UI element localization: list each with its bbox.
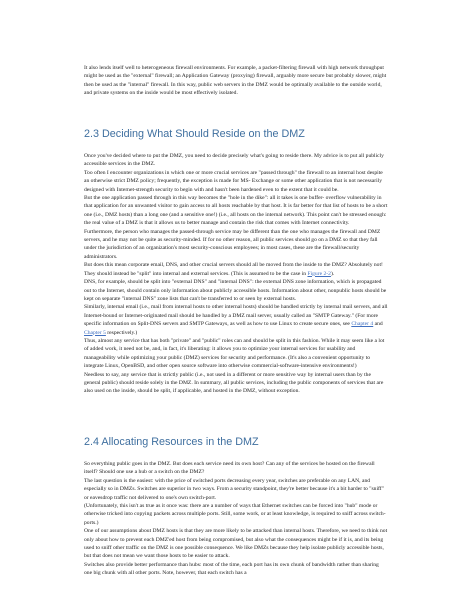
paragraph: Furthermore, the person who manages the passed-through service may be different than the one who manages the firewall and DMZ servers, and he may not be quite as security-minded. If for no other reason, all public services should go on a DMZ so that they fall under the jurisdiction of an organization's most security-conscious employees; in most cases, these are the firewall/security administrators. bbox=[84, 228, 381, 260]
paragraph: Needless to say, any service that is strictly public (i.e., not used in a different or more sensitive way by internal users than by the general public) should reside solely in the DMZ. In summary, all public services, including the public components of services that are also used on the inside, should be split, if applicable, and hosted in the DMZ, without exception. bbox=[84, 371, 384, 395]
section-heading-2-4: 2.4 Allocating Resources in the DMZ bbox=[84, 436, 259, 448]
paragraph: Once you've decided where to put the DMZ, you need to decide precisely what's going to reside there. My advice is to put all publicly accessible services in the DMZ. bbox=[84, 153, 384, 168]
section-2-3-body bbox=[84, 152, 388, 396]
intro-text: It also lends itself well to heterogeneous firewall environments. For example, a packet-filtering firewall with high network throughput might be used as the "external" firewall; an Application Gateway (proxying) firewall, arguably more secure but probably slower, might then be used as the "internal" firewall. In this way, public web servers in the DMZ would be optimally available to the outside world, and private systems on the inside would be most effectively isolated. bbox=[84, 65, 387, 97]
paragraph: One of our assumptions about DMZ hosts is that they are more likely to be attacked than internal hosts. Therefore, we need to think not only about how to prevent each DMZ'ed host from being compromised, but also what the consequences might be if it is, and its being used to sniff other traffic on the DMZ is one possible consequence. We like DMZs because they help isolate publicly accessible hosts, but that does not mean we want those hosts to be easier to attack. bbox=[84, 528, 388, 560]
paragraph: (Unfortunately, this isn't as true as it once was: there are a number of ways that Ethernet switches can be forced into "hub" mode or otherwise tricked into copying packets across multiple ports. Still, some work, or at least knowledge, is required to sniff across switch-ports.) bbox=[84, 503, 386, 526]
paragraph: DNS, for example, should be split into "external DNS" and "internal DNS": the external DNS zone information, which is propagated out to the Internet, should contain only information about publicly accessible hosts. Information about other, nonpublic hosts should be kept on separate "internal DNS" zone lists that can't be transferred to or seen by external hosts. bbox=[84, 279, 387, 302]
chapter-4-link[interactable]: Chapter 4 bbox=[351, 321, 374, 328]
paragraph: Switches also provide better performance than hubs: most of the time, each port has its own chunk of bandwidth rather than sharing one big chunk with all other ports. Note, however, that each switch has a bbox=[84, 561, 379, 577]
chapter-5-link[interactable]: Chapter 5 bbox=[84, 329, 106, 336]
paragraph: The last question is the easiest: with the price of switched ports decreasing every year, switches are preferable on any LAN, and especially so in DMZs. Switches are superior in two ways. From a security standpoint, they're better because it's a bit harder to "sniff" or eavesdrop traffic not delivered to one's own switch-port. bbox=[84, 477, 384, 501]
paragraph: Too often I encounter organizations in which one or more crucial services are "passed through" the firewall to an internal host despite an otherwise strict DMZ policy; frequently, the exception is made for MS- Exchange or some other application that is not necessarily designed with Internet-strength security to begin with and hasn't been hardened even to the extent that it could be. bbox=[84, 169, 383, 193]
paragraph: So everything public goes in the DMZ. But does each service need its own host? Can any of the services be hosted on the firewall itself? Should one use a hub or a switch on the DMZ? bbox=[84, 461, 375, 476]
section-2-4-body bbox=[84, 460, 388, 578]
paragraph: Thus, almost any service that has both "private" and "public" roles can and should be split in this fashion. While it may seem like a lot of added work, it need not be, and, in fact, it's liberating: it allows you to optimize your internal services for usability and manageability while optimizing your public (DMZ) services for security and performance. (It's also a convenient opportunity to integrate Linux, OpenBSD, and other open source software into otherwise commercial-software-intensive environments!) bbox=[84, 337, 385, 370]
section-heading-2-3: 2.3 Deciding What Should Reside on the DMZ bbox=[84, 128, 305, 140]
intro-paragraph bbox=[84, 64, 388, 98]
paragraph: But the one application passed through in this way becomes the "hole in the dike": all it takes is one buffer- overflow vulnerability in that application for an unwanted visitor to gain access to all hosts reachable by that host. It is far better for that list of hosts to be a short one (i.e., DMZ hosts) than a long one (and a sensitive one!) (i.e., all hosts on the internal network). This point can't be stressed enough: the real value of a DMZ is that it allows us to better manage and contain the risk that comes with Internet connectivity. bbox=[84, 195, 388, 227]
paragraph: Similarly, internal email (i.e., mail from internal hosts to other internal hosts) should be handled strictly by internal mail servers, and all Internet-bound or Internet-originated mail should be handled by a DMZ mail server, usually called an "SMTP Gateway." (For more specific information on Split-DNS servers and SMTP Gateways, as well as how to use Linux to create secure ones, see Chapter 4 and Chapter 5 respectively.) bbox=[84, 304, 388, 336]
paragraph: But does this mean corporate email, DNS, and other crucial servers should all be moved from the inside to the DMZ? Absolutely not! They should instead be "split" into internal and external services. (This is assumed to be the case in Figure 2-2). bbox=[84, 262, 383, 277]
figure-2-2-link[interactable]: Figure 2-2 bbox=[307, 270, 331, 277]
